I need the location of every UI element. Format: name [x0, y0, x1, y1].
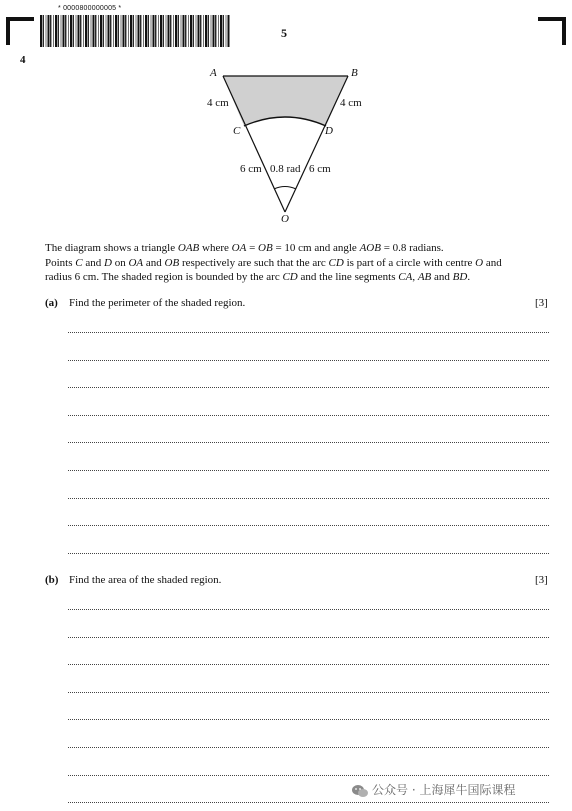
- answer-line[interactable]: [68, 609, 549, 610]
- text-fragment: = 0.8 radians.: [380, 242, 444, 254]
- side-page-number: 4: [20, 54, 26, 66]
- answer-line[interactable]: [68, 525, 549, 526]
- intro-line-2: [45, 256, 555, 271]
- label-right-outer: 4 cm: [340, 97, 362, 109]
- answer-line[interactable]: [68, 747, 549, 748]
- label-left-outer: 4 cm: [207, 97, 229, 109]
- question-b-label: (b): [45, 574, 59, 586]
- math-symbol: CA: [398, 271, 413, 283]
- barcode-text: * 0000800000005 *: [58, 5, 122, 12]
- text-fragment: and: [82, 256, 104, 269]
- text-fragment: is part of a circle with centre: [343, 256, 476, 269]
- label-left-inner: 6 cm: [240, 163, 262, 175]
- answer-line[interactable]: [68, 553, 549, 554]
- text-fragment: and: [143, 256, 165, 269]
- text-fragment: and the line segments: [297, 271, 399, 283]
- text-fragment: radius 6 cm. The shaded region is bounded by the arc: [45, 271, 283, 283]
- math-symbol: BD: [452, 271, 468, 283]
- question-b-text: Find the area of the shaded region.: [69, 574, 222, 586]
- math-symbol: OA: [128, 256, 144, 269]
- answer-line[interactable]: [68, 719, 549, 720]
- math-symbol: C: [75, 256, 83, 269]
- watermark: [352, 781, 515, 798]
- text-fragment: on: [111, 256, 129, 269]
- answer-line[interactable]: [68, 802, 549, 803]
- label-d: D: [325, 125, 333, 137]
- text-fragment: =: [246, 242, 259, 254]
- math-symbol: OB: [164, 256, 180, 269]
- text-fragment: and: [483, 256, 502, 269]
- answer-line[interactable]: [68, 387, 549, 388]
- angle-arc: [274, 187, 296, 190]
- intro-line-3: [45, 270, 555, 285]
- question-a-marks: [3]: [535, 297, 548, 309]
- answer-line[interactable]: [68, 692, 549, 693]
- answer-line[interactable]: [68, 775, 549, 776]
- text-fragment: .: [467, 271, 471, 283]
- question-a-text: Find the perimeter of the shaded region.: [69, 297, 246, 309]
- label-a: A: [210, 67, 217, 79]
- text-fragment: respectively are such that the arc: [179, 256, 329, 269]
- text-fragment: ,: [412, 271, 418, 283]
- answer-line[interactable]: [68, 637, 549, 638]
- answer-line[interactable]: [68, 332, 549, 333]
- answer-line[interactable]: [68, 360, 549, 361]
- text-fragment: where: [199, 242, 232, 254]
- question-a-label: (a): [45, 297, 58, 309]
- answer-line[interactable]: [68, 498, 549, 499]
- math-symbol: OB: [258, 242, 273, 254]
- math-symbol: CD: [328, 256, 344, 269]
- label-right-inner: 6 cm: [309, 163, 331, 175]
- text-fragment: Points: [45, 256, 76, 269]
- label-c: C: [233, 125, 241, 137]
- wechat-icon: [352, 784, 368, 798]
- text-fragment: The diagram shows a triangle: [45, 242, 178, 254]
- question-b-marks: [3]: [535, 574, 548, 586]
- triangle-sector-diagram: [0, 0, 572, 240]
- question-intro: [45, 241, 555, 285]
- answer-line[interactable]: [68, 415, 549, 416]
- answer-line[interactable]: [68, 442, 549, 443]
- page-number: 5: [281, 26, 287, 40]
- math-symbol: CD: [282, 271, 298, 283]
- math-symbol: AB: [417, 271, 432, 283]
- label-o: O: [281, 213, 289, 225]
- math-symbol: D: [104, 256, 112, 269]
- answer-line[interactable]: [68, 470, 549, 471]
- text-fragment: and: [431, 271, 453, 283]
- math-symbol: O: [475, 256, 484, 269]
- intro-line-1: [45, 241, 555, 256]
- answer-line[interactable]: [68, 664, 549, 665]
- math-symbol: OA: [231, 242, 247, 254]
- math-symbol: AOB: [359, 242, 381, 254]
- label-angle: 0.8 rad: [270, 163, 301, 175]
- math-symbol: OAB: [177, 242, 200, 254]
- watermark-text: 公众号 · 上海犀牛国际课程: [372, 783, 516, 797]
- text-fragment: = 10 cm and angle: [272, 242, 360, 254]
- label-b: B: [351, 67, 358, 79]
